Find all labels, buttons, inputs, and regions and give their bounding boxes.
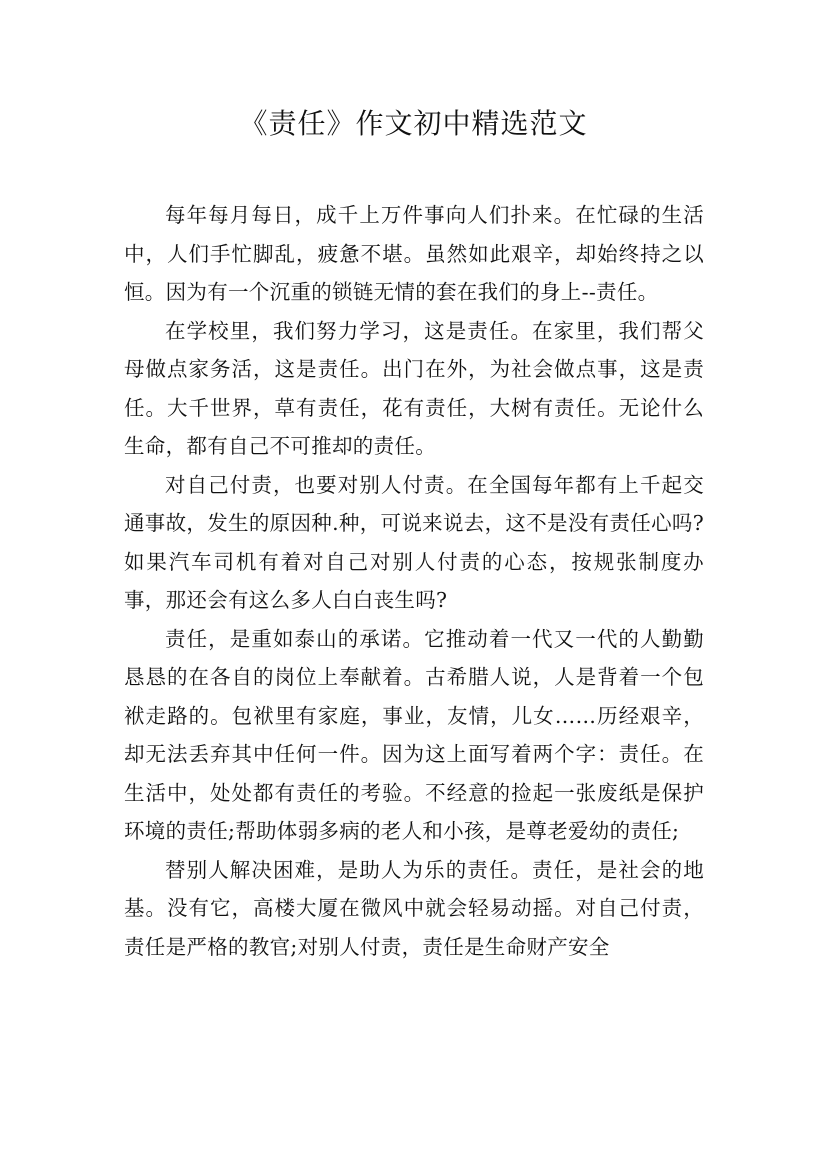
paragraph-5: 替别人解决困难，是助人为乐的责任。责任，是社会的地基。没有它，高楼大厦在微风中就会轻易动摇。对自己付责，责任是严格的教官;对别人付责，责任是生命财产安全 [124,857,704,959]
document-title: 《责任》作文初中精选范文 [239,107,588,140]
paragraph-3: 对自己付责，也要对别人付责。在全国每年都有上千起交通事故，发生的原因种.种，可说来说去，这不是没有责任心吗?如果汽车司机有着对自己对别人付责的心态，按规张制度办事，那还会有这么多人白白丧生吗? [124,472,704,612]
paragraph-1: 每年每月每日，成千上万件事向人们扑来。在忙碌的生活中，人们手忙脚乱，疲惫不堪。虽然如此艰辛，却始终持之以恒。因为有一个沉重的锁链无情的套在我们的身上--责任。 [124,203,704,304]
paragraph-4: 责任，是重如泰山的承诺。它推动着一代又一代的人勤勤恳恳的在各自的岗位上奉献着。古希腊人说，人是背着一个包袱走路的。包袱里有家庭，事业，友情，儿女……历经艰辛，却无法丢弃其中任何一件。因为这上面写着两个字：责任。在生活中，处处都有责任的考验。不经意的捡起一张废纸是保护环境的责任;帮助体弱多病的老人和小孩，是尊老爱幼的责任; [124,626,704,843]
document-body [124,196,704,966]
paragraph-2: 在学校里，我们努力学习，这是责任。在家里，我们帮父母做点家务活，这是责任。出门在外，为社会做点事，这是责任。大千世界，草有责任，花有责任，大树有责任。无论什么生命，都有自己不可推却的责任。 [124,318,704,458]
